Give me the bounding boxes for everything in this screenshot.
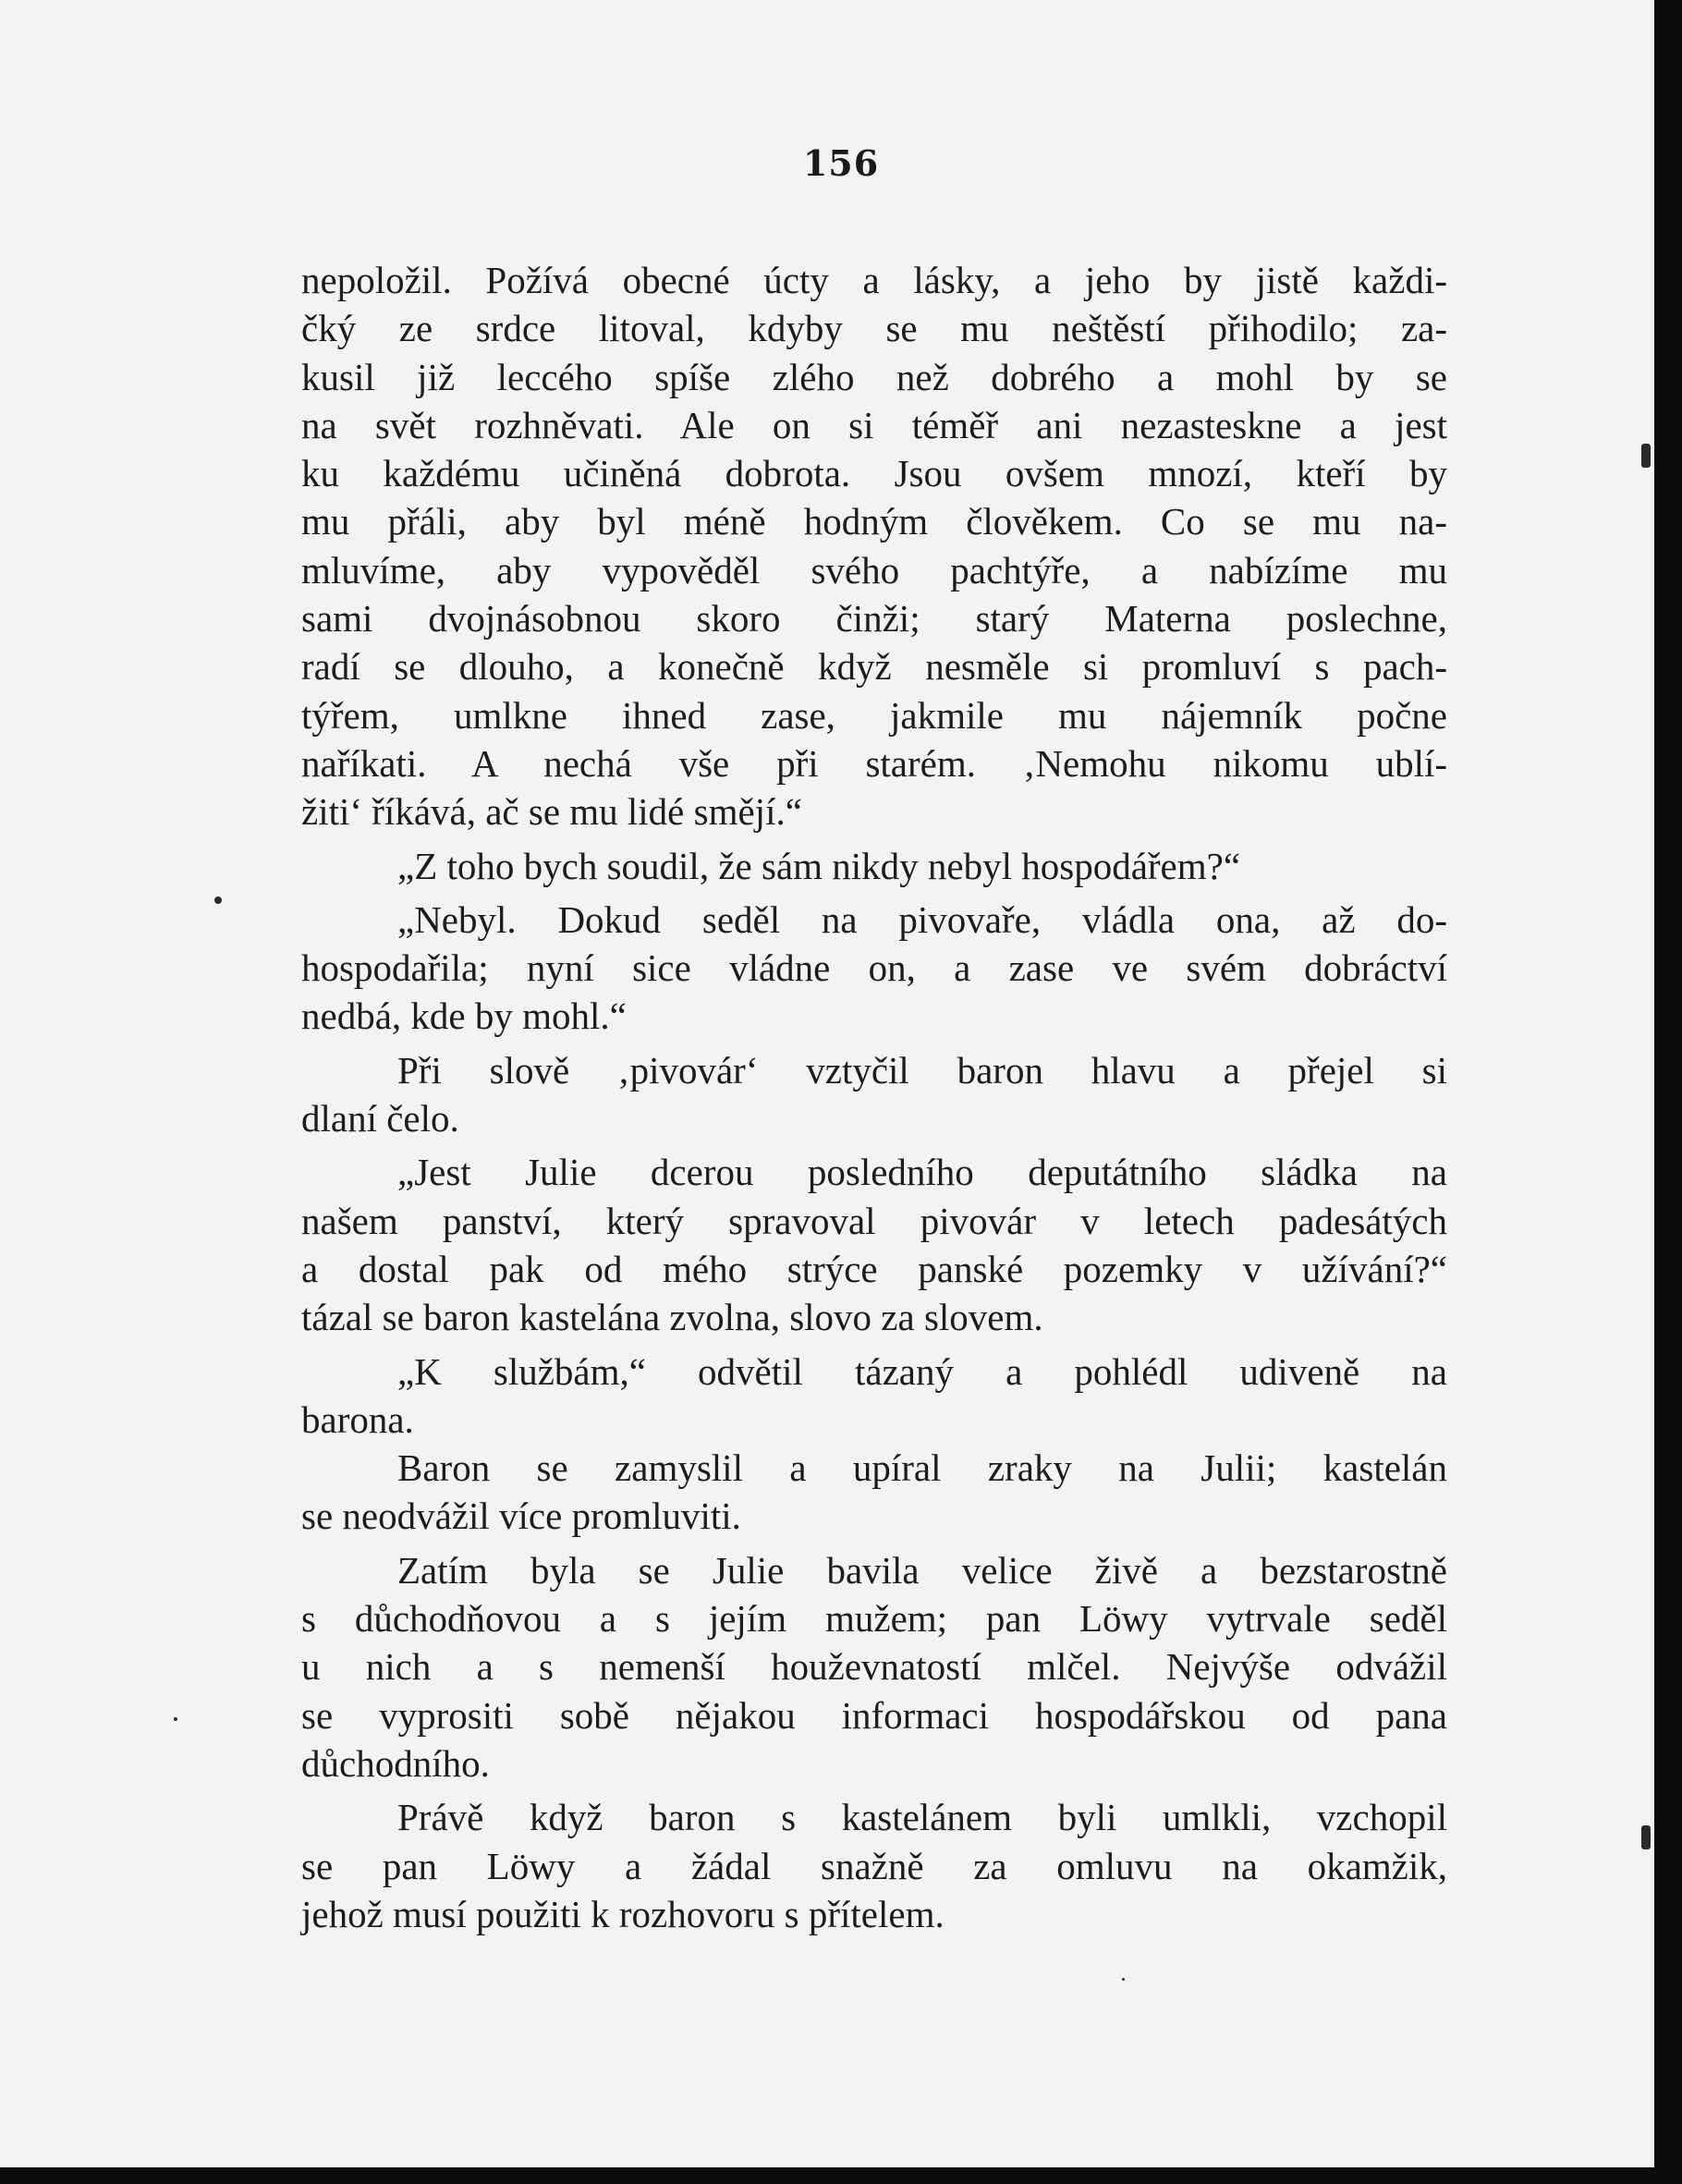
text-line: s důchodňovou a s jejím mužem; pan Löwy vytrvale seděl [301,1597,1447,1641]
text-line: týřem, umlkne ihned zase, jakmile mu nájemník počne [301,693,1447,737]
text-line: tázal se baron kastelána zvolna, slovo za slovem. [301,1296,1043,1339]
paragraph [301,1046,1447,1143]
text-line: čký ze srdce litoval, kdyby se mu neštěstí přihodilo; za- [301,307,1447,350]
paragraph [301,1444,1447,1541]
text-line: Při slově ‚pivovár‘ vztyčil baron hlavu a přejel si [397,1048,1447,1092]
text-line: dlaní čelo. [301,1097,459,1141]
text-line: se vyprositi sobě nějakou informaci hospodářskou od pana [301,1693,1447,1737]
text-line: kusil již leccého spíše zlého než dobrého a mohl by se [301,355,1447,398]
text-line: mluvíme, aby vypověděl svého pachtýře, a nabízíme mu [301,548,1447,592]
text-line: žiti‘ říkává, ač se mu lidé smějí.“ [301,790,802,834]
scan-speck [1122,1978,1125,1981]
scan-edge-bottom [0,2167,1682,2184]
text-line: mu přáli, aby byl méně hodným člověkem. Co se mu na- [301,500,1447,543]
text-line: Právě když baron s kastelánem byli umlkli, vzchopil [397,1796,1447,1839]
text-line: „Jest Julie dcerou posledního deputátního sládka na [397,1151,1447,1194]
paragraph [301,256,1447,836]
scan-edge-right [1654,0,1682,2184]
text-line: „K službám,“ odvětil tázaný a pohlédl udiveně na [397,1349,1447,1393]
scan-speck [1641,1825,1651,1849]
text-line: nepoložil. Požívá obecné úcty a lásky, a jeho by jistě každi- [301,259,1447,301]
text-line: naříkati. A nechá vše při starém. ‚Nemohu nikomu ublí- [301,741,1447,785]
scan-speck [214,897,222,904]
text-line: a dostal pak od mého strýce panské pozemky v užívání?“ [301,1247,1447,1290]
paragraph [301,1348,1447,1445]
text-line: našem panství, který spravoval pivovár v letech padesátých [301,1199,1447,1242]
text-line: důchodního. [301,1741,490,1785]
scan-speck [174,1717,177,1721]
text-line: Zatím byla se Julie bavila velice živě a bezstarostně [397,1548,1447,1592]
paragraph [301,842,1447,890]
text-line: Baron se zamyslil a upíral zraky na Julii; kastelán [397,1446,1447,1490]
page-number: 156 [802,142,880,184]
scan-speck [1641,444,1651,468]
text-line: se neodvážil více promluviti. [301,1495,741,1538]
text-line: jehož musí použiti k rozhovoru s přítelem. [301,1892,945,1935]
text-line: hospodařila; nyní sice vládne on, a zase ve svém dobráctví [301,946,1447,990]
text-line: „Nebyl. Dokud seděl na pivovaře, vládla ona, až do- [397,897,1447,941]
text-line: se pan Löwy a žádal snažně za omluvu na okamžik, [301,1844,1447,1887]
paragraph [301,896,1447,1041]
text-line: u nich a s nemenší houževnatostí mlčel. Nejvýše odvážil [301,1645,1447,1689]
text-line: „Z toho bych soudil, že sám nikdy nebyl hospodářem?“ [397,844,1241,887]
text-line: ku každému učiněná dobrota. Jsou ovšem mnozí, kteří by [301,452,1447,495]
paragraph [301,1148,1447,1341]
body-text [301,256,1447,1938]
text-line: sami dvojnásobnou skoro činži; starý Materna poslechne, [301,597,1447,641]
text-line: nedbá, kde by mohl.“ [301,994,627,1038]
paragraph [301,1793,1447,1938]
text-line: barona. [301,1397,414,1441]
text-line: na svět rozhněvati. Ale on si téměř ani nezasteskne a jest [301,403,1447,446]
paragraph [301,1546,1447,1787]
text-line: radí se dlouho, a konečně když nesměle si promluví s pach- [301,645,1447,689]
